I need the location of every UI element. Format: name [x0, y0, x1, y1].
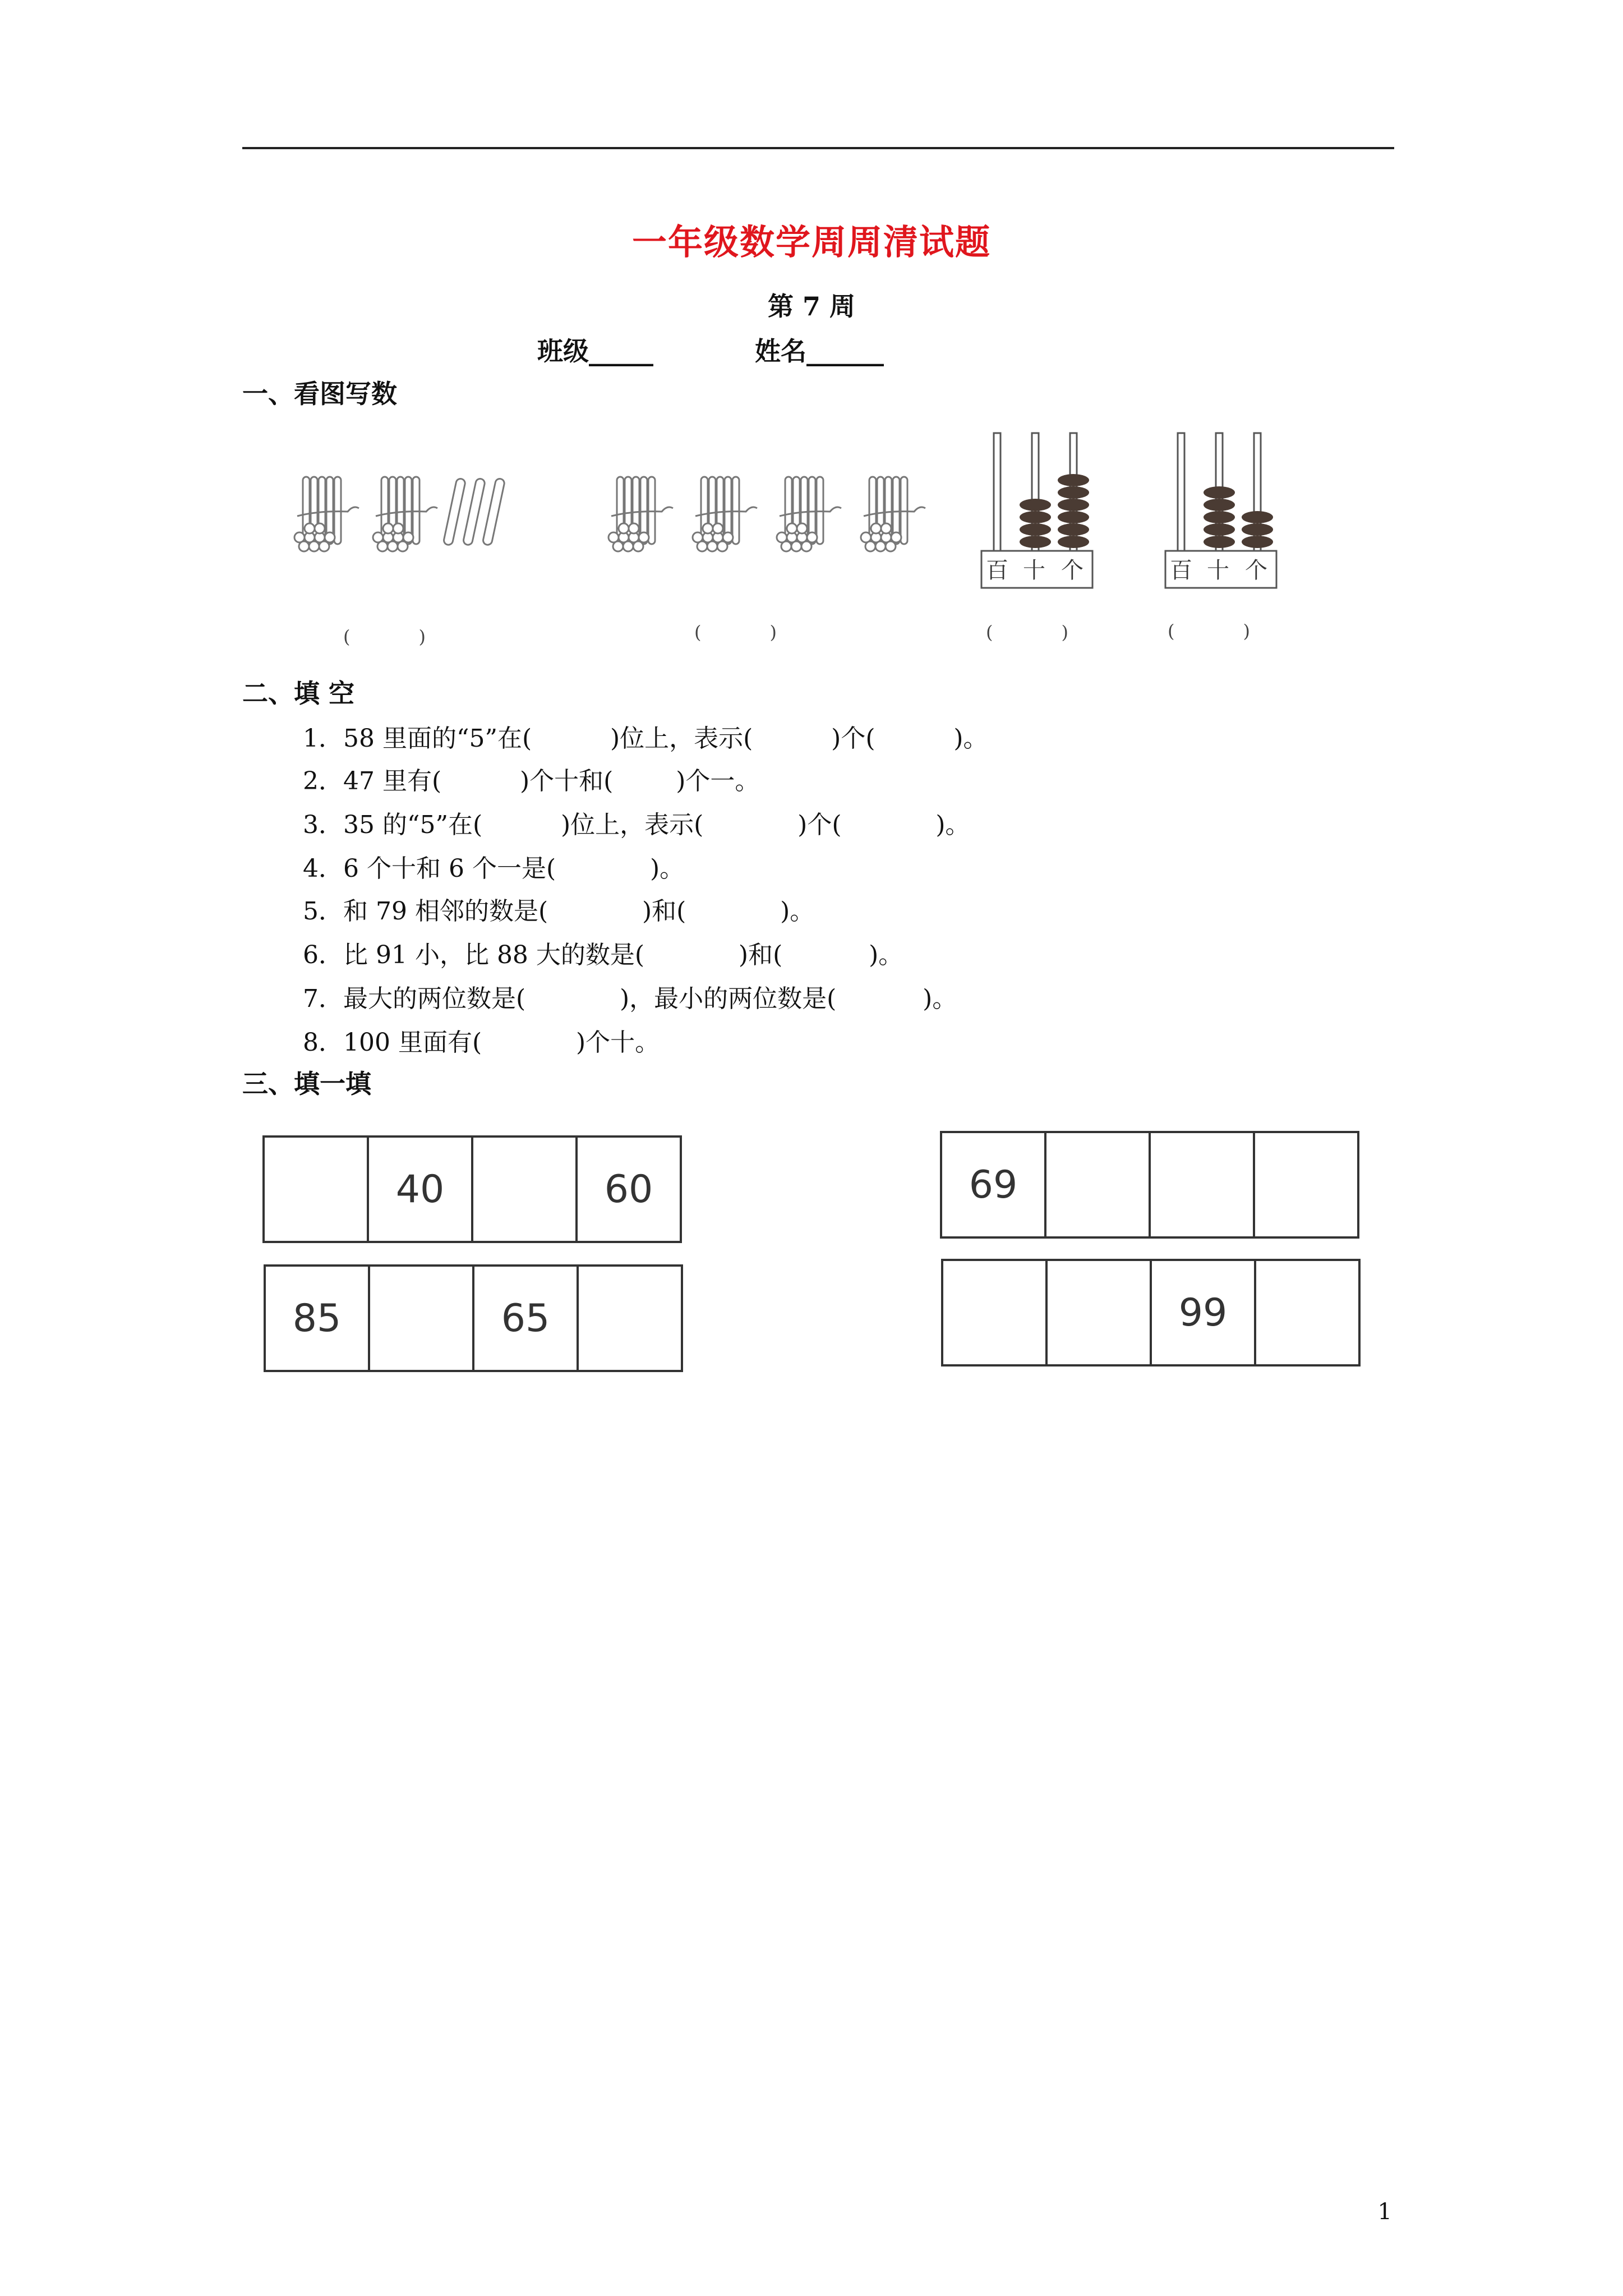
- abacus-label: 个: [1245, 558, 1267, 583]
- question-4: 4．6 个十和 6 个一是( )。: [303, 854, 685, 883]
- abacus-label: 百: [986, 558, 1008, 583]
- question-6: 6．比 91 小，比 88 大的数是( )和( )。: [303, 941, 903, 969]
- number-grid-top-right: [940, 1131, 1359, 1239]
- grid-cell[interactable]: [473, 1138, 578, 1241]
- grid-cell[interactable]: [943, 1261, 1048, 1364]
- week-label: 第 7 周: [767, 291, 856, 321]
- grid-cell: 99: [1152, 1261, 1256, 1364]
- grid-cell: 40: [369, 1138, 473, 1241]
- grid-cell[interactable]: [1151, 1133, 1255, 1236]
- abacus-1: [981, 433, 1092, 588]
- abacus-2: [1165, 433, 1276, 588]
- grid-cell[interactable]: [579, 1267, 681, 1370]
- grid-cell: 60: [604, 1167, 653, 1212]
- grid-cell[interactable]: [1048, 1261, 1152, 1364]
- answer-blank-4[interactable]: ( ): [1168, 620, 1251, 642]
- grid-cell[interactable]: [1256, 1261, 1358, 1364]
- page-title: 一年级数学周周清试题: [631, 222, 991, 263]
- answer-blank-2[interactable]: ( ): [694, 622, 777, 643]
- name-field[interactable]: 姓名______: [755, 336, 884, 366]
- question-3: 3．35 的“5”在( )位上，表示( )个( )。: [303, 811, 970, 839]
- grid-cell[interactable]: [1046, 1133, 1151, 1236]
- abacus-label: 十: [1023, 558, 1045, 583]
- abacus-label: 十: [1207, 558, 1229, 583]
- abacus-label: 百: [1170, 558, 1192, 583]
- section-2-heading: 二、填 空: [242, 678, 355, 708]
- abacus-label: 个: [1061, 558, 1083, 583]
- grid-cell: 85: [266, 1267, 370, 1370]
- grid-cell[interactable]: [1255, 1133, 1357, 1236]
- counting-pictures: [280, 426, 1290, 662]
- section-1-heading: 一、看图写数: [242, 379, 397, 409]
- question-5: 5．和 79 相邻的数是( )和( )。: [303, 897, 815, 926]
- class-field[interactable]: 班级_____: [537, 336, 653, 366]
- grid-cell[interactable]: [265, 1138, 369, 1241]
- question-2: 2．47 里有( )个十和( )个一。: [303, 767, 760, 795]
- grid-cell: 69: [942, 1133, 1046, 1236]
- grid-cell: 65: [474, 1267, 579, 1370]
- number-grid-bottom-left: [264, 1264, 683, 1372]
- answer-blank-1[interactable]: ( ): [343, 626, 426, 647]
- number-grid-top-left: [262, 1135, 682, 1243]
- section-3-heading: 三、填一填: [242, 1069, 371, 1099]
- question-1: 1．58 里面的“5”在( )位上，表示( )个( )。: [303, 724, 988, 753]
- number-grid-bottom-right: [941, 1259, 1361, 1366]
- question-7: 7．最大的两位数是( )，最小的两位数是( )。: [303, 984, 957, 1013]
- question-8: 8．100 里面有( )个十。: [303, 1028, 660, 1057]
- header-rule: [242, 147, 1394, 149]
- picture-area: [280, 426, 1290, 662]
- answer-blank-3[interactable]: ( ): [986, 622, 1069, 643]
- page-number: 1: [1377, 2199, 1392, 2225]
- grid-cell[interactable]: [370, 1267, 474, 1370]
